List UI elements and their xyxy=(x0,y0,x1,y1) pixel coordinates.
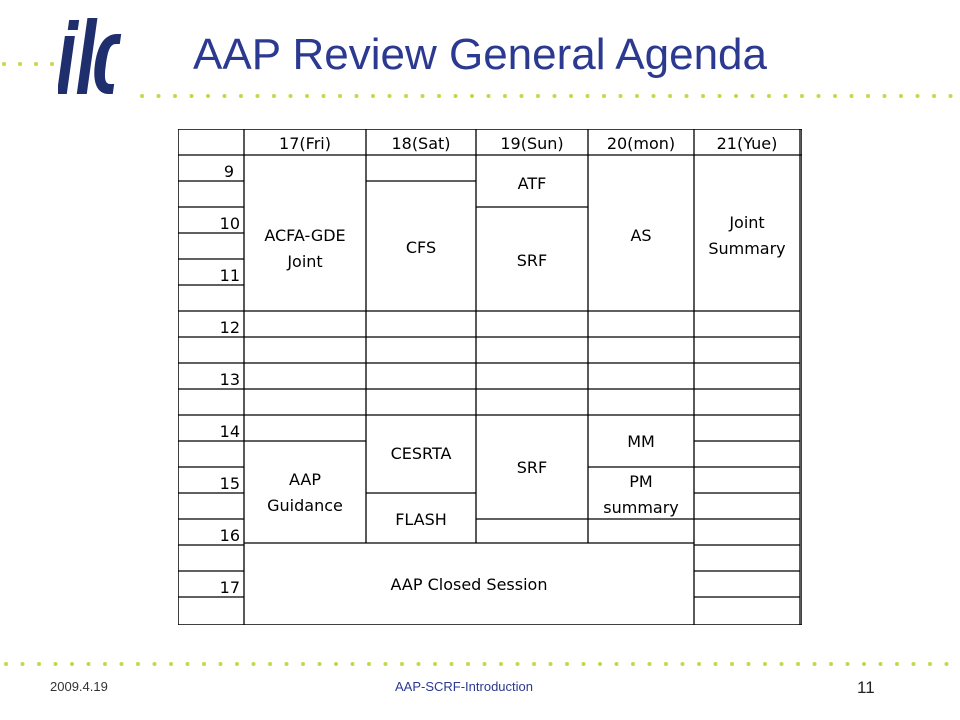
rule-dot xyxy=(866,94,870,98)
session-label: ATF xyxy=(517,174,547,193)
rule-dot xyxy=(173,94,177,98)
rule-dot xyxy=(817,94,821,98)
rule-dot xyxy=(520,94,524,98)
rule-dot xyxy=(483,662,487,666)
rule-dot xyxy=(289,94,293,98)
rule-dot xyxy=(928,662,932,666)
rule-dot xyxy=(780,662,784,666)
rule-dot xyxy=(569,94,573,98)
rule-dot xyxy=(103,662,107,666)
rule-dot xyxy=(417,662,421,666)
session-label: summary xyxy=(603,498,679,517)
session-label: MM xyxy=(627,432,655,451)
rule-dot xyxy=(635,94,639,98)
session-label: FLASH xyxy=(395,510,447,529)
rule-dot xyxy=(318,662,322,666)
day-header: 20(mon) xyxy=(606,134,676,153)
rule-dot xyxy=(136,662,140,666)
rule-dot xyxy=(219,662,223,666)
rule-dot xyxy=(883,94,887,98)
session-label: SRF xyxy=(516,458,548,477)
rule-dot xyxy=(140,94,144,98)
rule-dot xyxy=(912,662,916,666)
hour-label: 12 xyxy=(219,318,240,337)
rule-dot xyxy=(932,94,936,98)
rule-dot xyxy=(602,94,606,98)
rule-dot xyxy=(157,94,161,98)
rule-dot xyxy=(70,662,74,666)
session-label: AS xyxy=(630,226,652,245)
rule-dot xyxy=(235,662,239,666)
footer-date: 2009.4.19 xyxy=(50,679,108,694)
rule-dot xyxy=(619,94,623,98)
rule-dot xyxy=(272,94,276,98)
rule-dot xyxy=(450,662,454,666)
rule-dot xyxy=(433,662,437,666)
hour-label: 16 xyxy=(219,526,240,545)
day-header: 17(Fri) xyxy=(279,134,331,153)
rule-dot xyxy=(487,94,491,98)
rule-dot xyxy=(516,662,520,666)
rule-dot xyxy=(466,662,470,666)
rule-dot xyxy=(87,662,91,666)
hour-label: 14 xyxy=(219,422,240,441)
rule-dot xyxy=(565,662,569,666)
rule-dot xyxy=(437,94,441,98)
rule-dot xyxy=(384,662,388,666)
ilc-logo xyxy=(58,14,138,100)
rule-dot xyxy=(367,662,371,666)
day-header: 18(Sat) xyxy=(391,134,451,153)
rule-dot xyxy=(338,94,342,98)
rule-dot xyxy=(829,662,833,666)
logo-glyphs xyxy=(58,18,121,94)
hour-label: 10 xyxy=(219,214,240,233)
rule-dot xyxy=(536,94,540,98)
rule-dot xyxy=(949,94,953,98)
rule-dot xyxy=(899,94,903,98)
rule-dot xyxy=(879,662,883,666)
rule-dot xyxy=(4,662,8,666)
rule-dot xyxy=(751,94,755,98)
rule-dot xyxy=(503,94,507,98)
rule-dot xyxy=(532,662,536,666)
slide-title: AAP Review General Agenda xyxy=(193,30,767,79)
rule-dot xyxy=(796,662,800,666)
rule-dot xyxy=(37,662,41,666)
rule-dot xyxy=(421,94,425,98)
session-label: Joint xyxy=(287,252,323,271)
rule-dot xyxy=(734,94,738,98)
rule-dot xyxy=(668,94,672,98)
rule-dot xyxy=(256,94,260,98)
day-header: 21(Yue) xyxy=(716,134,778,153)
top-dotted-rule xyxy=(136,92,960,100)
rule-dot xyxy=(454,94,458,98)
rule-dot xyxy=(553,94,557,98)
rule-dot xyxy=(747,662,751,666)
logo-text: ilc xyxy=(58,14,59,15)
rule-dot xyxy=(21,662,25,666)
rule-dot xyxy=(850,94,854,98)
rule-dot xyxy=(186,662,190,666)
rule-dot xyxy=(499,662,503,666)
session-label: PM xyxy=(629,472,653,491)
session-label: ACFA-GDE xyxy=(264,226,346,245)
rule-dot xyxy=(202,662,206,666)
rule-dot xyxy=(400,662,404,666)
rule-dot xyxy=(681,662,685,666)
rule-dot xyxy=(322,94,326,98)
rule-dot xyxy=(582,662,586,666)
rule-dot xyxy=(239,94,243,98)
rule-dot xyxy=(800,94,804,98)
rule-dot xyxy=(301,662,305,666)
rule-dot xyxy=(648,662,652,666)
rule-dot xyxy=(190,94,194,98)
rule-dot xyxy=(615,662,619,666)
rule-dot xyxy=(763,662,767,666)
hour-label: 15 xyxy=(219,474,240,493)
rule-dot xyxy=(206,94,210,98)
rule-dot xyxy=(268,662,272,666)
rule-dot xyxy=(404,94,408,98)
rule-dot xyxy=(598,662,602,666)
rule-dot xyxy=(334,662,338,666)
session-label: Joint xyxy=(729,213,765,232)
rule-dot xyxy=(730,662,734,666)
rule-dot xyxy=(388,94,392,98)
rule-dot xyxy=(470,94,474,98)
rule-dot xyxy=(169,662,173,666)
rule-dot xyxy=(813,662,817,666)
rule-dot xyxy=(223,94,227,98)
rule-dot xyxy=(714,662,718,666)
day-header: 19(Sun) xyxy=(500,134,564,153)
rule-dot xyxy=(120,662,124,666)
rule-dot xyxy=(54,662,58,666)
footer-title: AAP-SCRF-Introduction xyxy=(395,679,533,694)
rule-dot xyxy=(862,662,866,666)
session-label: Summary xyxy=(708,239,786,258)
agenda-table xyxy=(178,129,802,625)
rule-dot xyxy=(697,662,701,666)
rule-dot xyxy=(767,94,771,98)
session-label: AAP Closed Session xyxy=(390,575,548,594)
hour-label: 11 xyxy=(219,266,240,285)
session-label: CFS xyxy=(405,238,437,257)
rule-dot xyxy=(549,662,553,666)
rule-dot xyxy=(586,94,590,98)
rule-dot xyxy=(945,662,949,666)
rule-dot xyxy=(833,94,837,98)
hour-label: 17 xyxy=(219,578,240,597)
session-label: AAP xyxy=(289,470,321,489)
rule-dot xyxy=(285,662,289,666)
rule-dot xyxy=(252,662,256,666)
rule-dot xyxy=(916,94,920,98)
session-label: CESRTA xyxy=(390,444,452,463)
rule-dot xyxy=(784,94,788,98)
page-number: 11 xyxy=(857,678,875,697)
rule-dot xyxy=(846,662,850,666)
rule-dot xyxy=(895,662,899,666)
rule-dot xyxy=(701,94,705,98)
hour-label: 13 xyxy=(219,370,240,389)
rule-dot xyxy=(685,94,689,98)
session-label: SRF xyxy=(516,251,548,270)
rule-dot xyxy=(718,94,722,98)
rule-dot xyxy=(351,662,355,666)
rule-dot xyxy=(631,662,635,666)
rule-dot xyxy=(305,94,309,98)
rule-dot xyxy=(153,662,157,666)
top-dotted-rule-left xyxy=(0,60,60,68)
bottom-dotted-rule xyxy=(0,660,960,668)
rule-dot xyxy=(371,94,375,98)
rule-dot xyxy=(355,94,359,98)
rule-dot xyxy=(664,662,668,666)
session-label: Guidance xyxy=(267,496,343,515)
hour-label: 9 xyxy=(223,162,234,181)
rule-dot xyxy=(652,94,656,98)
